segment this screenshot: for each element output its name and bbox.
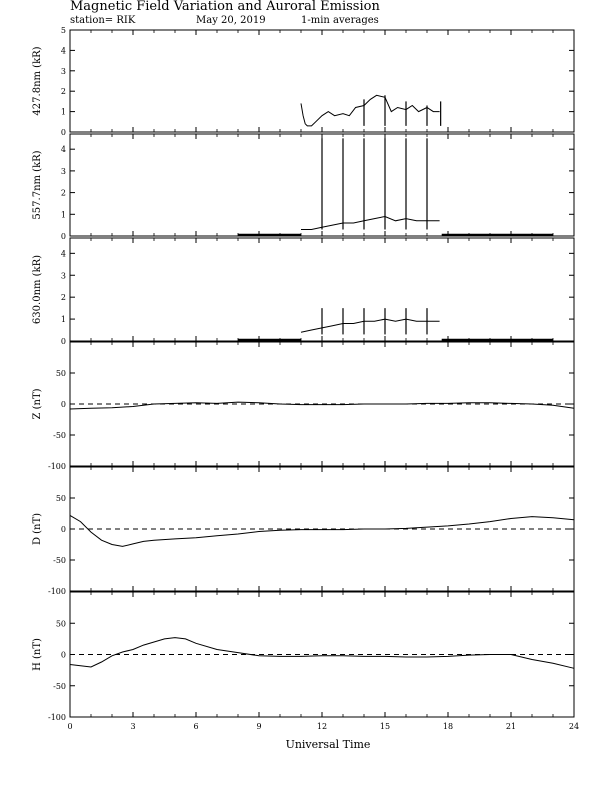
y-tick-label: 50 [55,494,66,503]
station-label: station= RIK [70,15,136,26]
averaging-label: 1-min averages [301,15,379,26]
y-tick-label: -100 [48,713,66,722]
y-tick-label: 3 [60,66,66,76]
x-tick-label: 18 [442,722,454,731]
panel-p4278 [32,26,574,137]
panel-p6300 [32,238,574,346]
panel-p5577 [32,134,574,241]
data-series-line [301,95,440,126]
y-tick-label: -50 [53,681,66,691]
x-tick-label: 12 [316,722,328,731]
panels-group [32,26,579,731]
y-tick-label: 0 [60,650,66,660]
y-tick-label: 0 [60,400,66,409]
x-tick-label: 6 [193,722,199,731]
y-axis-label: H (nT) [32,638,43,671]
y-tick-label: 2 [60,188,66,198]
x-tick-label: 0 [67,722,73,731]
y-tick-label: 1 [60,210,66,220]
panel-frame [70,30,574,132]
y-tick-label: 50 [55,619,66,629]
x-tick-label: 24 [568,722,580,731]
data-series-line [70,515,574,546]
y-tick-label: -50 [53,431,66,440]
y-axis-label: D (nT) [32,512,43,546]
date-label: May 20, 2019 [196,15,266,26]
panel-pH [32,592,579,731]
y-tick-label: 2 [60,293,66,303]
y-tick-label: -100 [48,587,66,596]
x-tick-label: 3 [130,722,136,731]
y-tick-label: -100 [48,462,66,471]
x-tick-label: 21 [505,722,517,731]
x-tick-label: 15 [379,722,391,731]
panel-pZ [32,342,574,471]
y-tick-label: 0 [60,525,66,534]
y-tick-label: 1 [60,107,66,117]
y-tick-label: 4 [60,46,66,56]
y-tick-label: 1 [60,315,66,325]
y-axis-label: 630.0nm (kR) [32,254,43,325]
y-tick-label: 4 [60,249,66,259]
y-tick-label: 4 [60,145,66,155]
y-tick-label: 0 [60,128,66,137]
data-series-line [70,402,574,409]
y-tick-label: 2 [60,87,66,97]
y-tick-label: 0 [60,232,66,241]
y-tick-label: 50 [55,369,66,378]
figure-title: Magnetic Field Variation and Auroral Emission [70,0,380,14]
y-axis-label: Z (nT) [32,388,43,420]
y-tick-label: -50 [53,556,66,565]
y-tick-label: 3 [60,271,66,281]
y-tick-label: 0 [60,337,66,346]
x-axis-label: Universal Time [285,738,371,751]
x-tick-label: 9 [256,722,262,731]
y-axis-label: 427.8nm (kR) [32,46,43,116]
data-series-line [70,638,574,669]
y-tick-label: 3 [60,166,66,176]
y-axis-label: 557.7nm (kR) [32,150,43,220]
y-tick-label: 5 [60,26,66,35]
panel-pD [32,467,574,596]
